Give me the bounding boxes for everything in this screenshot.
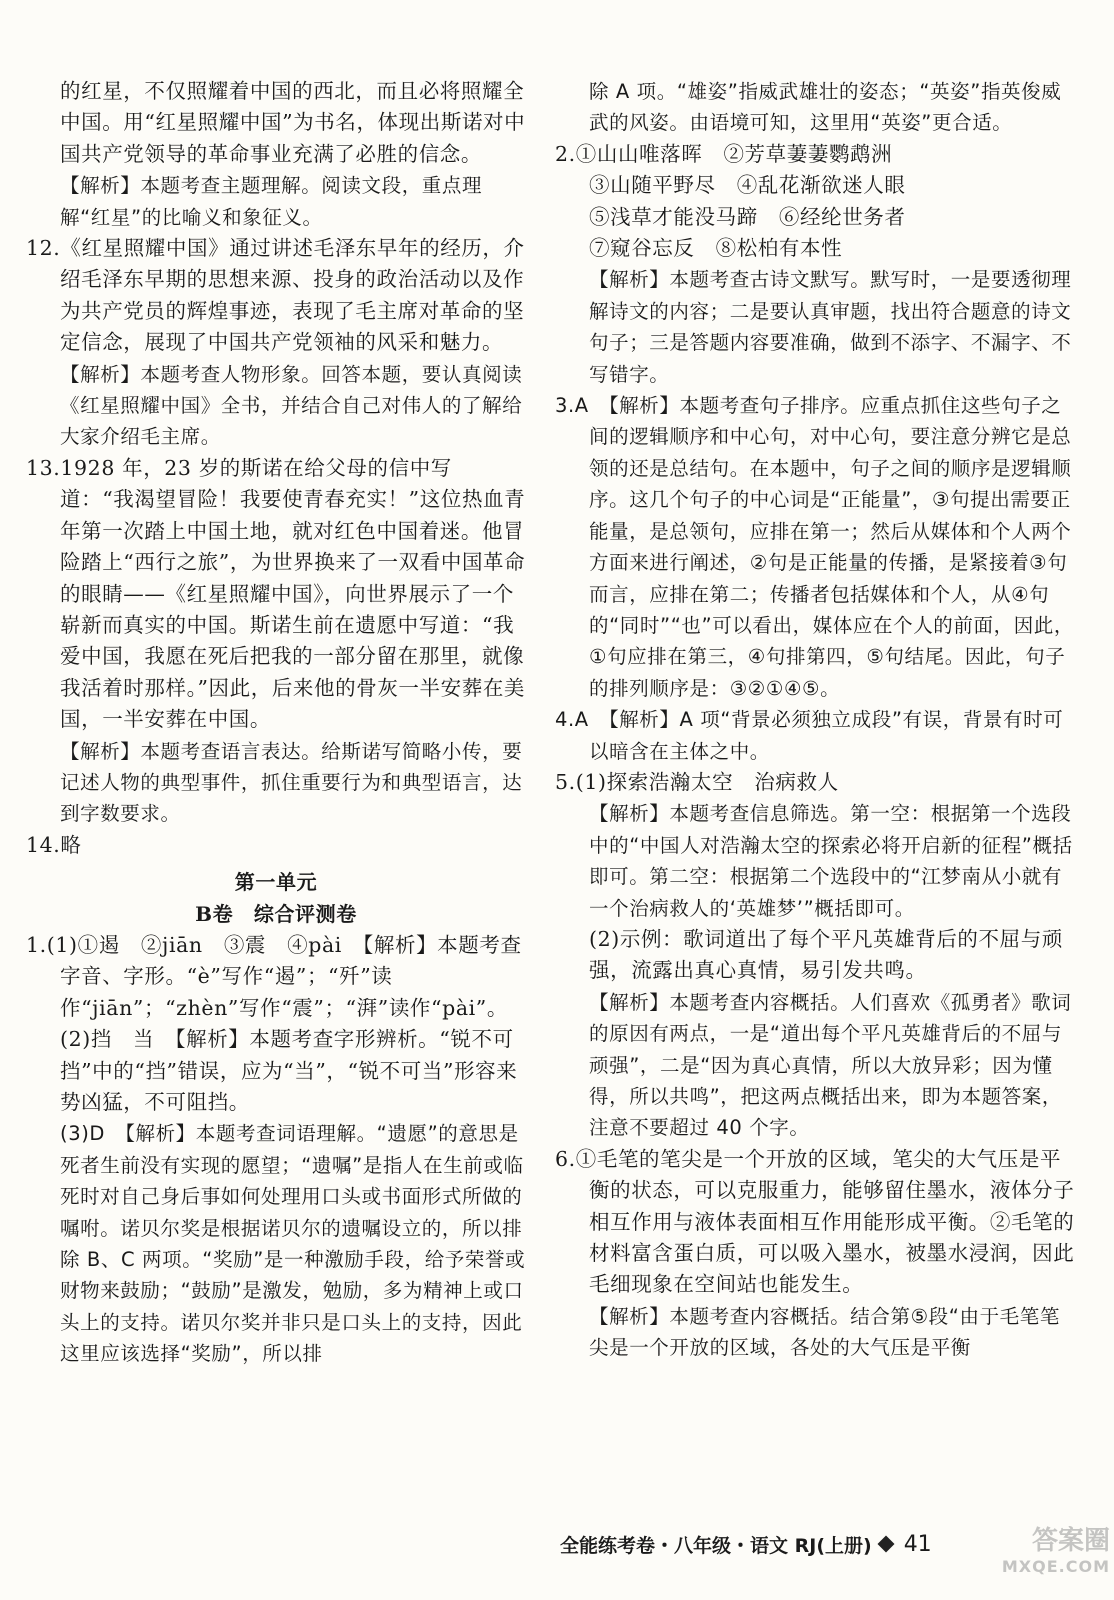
question-12: 12.《红星照耀中国》通过讲述毛泽东早年的经历，介绍毛泽东早期的思想来源、投身的政治活动以及作为共产党员的辉煌事迹，表现了毛主席对革命的坚定信念，展现了中国共产党领袖的风采和魅力。: [26, 236, 525, 355]
answer-b1-2: (2)挡 当 【解析】本题考查字形辨析。“锐不可挡”中的“挡”错误，应为“当”，“锐不可当”形容来势凶猛，不可阻挡。: [60, 1027, 518, 1114]
analysis-text: 【解析】本题考查主题理解。阅读文段，重点理解“红星”的比喻义和象征义。: [60, 174, 483, 229]
answer-2-line: ⑤浅草才能没马蹄 ⑥经纶世务者: [589, 204, 906, 229]
answer-5-2: (2)示例：歌词道出了每个平凡英雄背后的不屈与顽强，流露出真心真情，易引发共鸣。: [589, 926, 1063, 983]
answer-5-1: 5.(1)探索浩瀚太空 治病救人: [555, 769, 839, 794]
analysis-text: 【解析】本题考查内容概括。结合第⑤段“由于毛笔笔尖是一个开放的区域，各处的大气压是平衡: [589, 1304, 1060, 1360]
answer-4: 4.A 【解析】A 项“背景必须独立成段”有误，背景有时可以暗含在主体之中。: [555, 708, 1064, 763]
analysis-text: 【解析】本题考查语言表达。给斯诺写简略小传，要记述人物的典型事件，抓住重要行为和典型语言，达到字数要求。: [60, 739, 523, 826]
left-column: [26, 76, 526, 1370]
watermark-url: MXQE.COM: [1001, 1557, 1110, 1576]
book-title: 全能练考卷・八年级・语文 RJ(上册): [560, 1534, 872, 1557]
answer-b1-3: (3)D 【解析】本题考查词语理解。“遗愿”的意思是死者生前没有实现的愿望；“遗嘱”是指人在生前或临死时对自己身后事如何处理用口头或书面形式所做的嘱咐。诺贝尔奖是根据诺贝尔的遗嘱设立的，所以排除 B、C 两项。“奖励”是一种激励手段，给予荣誉或财物来鼓励；“鼓励”是激发，勉励，多为精神上或口头上的支持。诺贝尔奖并非只是口头上的支持，因此这里应该选择“奖励”，所以排: [60, 1122, 526, 1366]
watermark-text: 答案圈: [1031, 1526, 1110, 1556]
analysis-text: 【解析】本题考查信息筛选。第一空：根据第一个选段中的“中国人对浩瀚太空的探索必将开启新的征程”概括即可。第二空：根据第二个选段中的“江梦南从小就有一个治病救人的‘英雄梦’”概括即可。: [589, 802, 1073, 920]
unit-heading: 第一单元: [234, 870, 318, 895]
question-13: 13.1928 年，23 岁的斯诺在给父母的信中写道：“我渴望冒险！我要使青春充实！”这位热血青年第一次踏上中国土地，就对红色中国着迷。他冒险踏上“西行之旅”，为世界换来了一双看中国革命的眼睛——《红星照耀中国》，向世界展示了一个崭新而真实的中国。斯诺生前在遗愿中写道：“我爱中国，我愿在死后把我的一部分留在那里，就像我活着时那样。”因此，后来他的骨灰一半安葬在美国，一半安葬在中国。: [26, 455, 526, 732]
analysis-text: 【解析】本题考查人物形象。回答本题，要认真阅读《红星照耀中国》全书，并结合自己对伟人的了解给大家介绍毛主席。: [60, 362, 523, 449]
page-number: 41: [903, 1531, 932, 1557]
answer-b1-1: 1.(1)①遏 ②jiān ③震 ④pài 【解析】本题考查字音、字形。“è”写作“遏”；“歼”读作“jiān”；“zhèn”写作“震”；“湃”读作“pài”。: [26, 932, 522, 1020]
answer-3: 3.A 【解析】本题考查句子排序。应重点抓住这些句子之间的逻辑顺序和中心句，对中心句，要注意分辨它是总领的还是总结句。在本题中，句子之间的顺序是逻辑顺序。这几个句子的中心词是“正能量”，③句提出需要正能量，是总领句，应排在第一；然后从媒体和个人两个方面来进行阐述，②句是正能量的传播，是紧接着③句而言，应排在第二；传播者包括媒体和个人，从④句的“同时”“也”可以看出，媒体应在个人的前面，因此，①句应排在第三，④句排第四，⑤句结尾。因此，句子的排列顺序是：③②①④⑤。: [555, 394, 1075, 700]
watermark-logo: [900, 1520, 1110, 1600]
unit-subheading: B卷 综合评测卷: [195, 901, 357, 926]
analysis-text: 【解析】本题考查古诗文默写。默写时，一是要透彻理解诗文的内容；二是要认真审题，找出符合题意的诗文句子；三是答题内容要准确，做到不添字、不漏字、不写错字。: [589, 268, 1072, 386]
paragraph-continuation: 的红星，不仅照耀着中国的西北，而且必将照耀全中国。用“红星照耀中国”为书名，体现出斯诺对中国共产党领导的革命事业充满了必胜的信念。: [60, 79, 526, 166]
question-14: 14.略: [26, 832, 82, 857]
answer-2-line: ③山随平野尽 ④乱花渐欲迷人眼: [589, 173, 906, 198]
answer-2-line: 2.①山山唯落晖 ②芳草萋萋鹦鹉洲: [555, 141, 893, 166]
paragraph-continuation: 除 A 项。“雄姿”指威武雄壮的姿态；“英姿”指英俊威武的风姿。由语境可知，这里用“英姿”更合适。: [589, 80, 1062, 135]
analysis-text: 【解析】本题考查内容概括。人们喜欢《孤勇者》歌词的原因有两点，一是“道出每个平凡英雄背后的不屈与顽强”，二是“因为真心真情，所以大放异彩；因为懂得，所以共鸣”，把这两点概括出来，即为本题答案，注意不要超过 40 个字。: [589, 990, 1072, 1140]
answer-2-line: ⑦窥谷忘反 ⑧松柏有本性: [589, 236, 843, 261]
right-column: [555, 76, 1075, 1364]
diamond-icon: [877, 1536, 894, 1553]
answer-6: 6.①毛笔的笔尖是一个开放的区域，笔尖的大气压是平衡的状态，可以克服重力，能够留住墨水，液体分子相互作用与液体表面相互作用能形成平衡。②毛笔的材料富含蛋白质，可以吸入墨水，被墨水浸润，因此毛细现象在空间站也能发生。: [555, 1146, 1075, 1297]
